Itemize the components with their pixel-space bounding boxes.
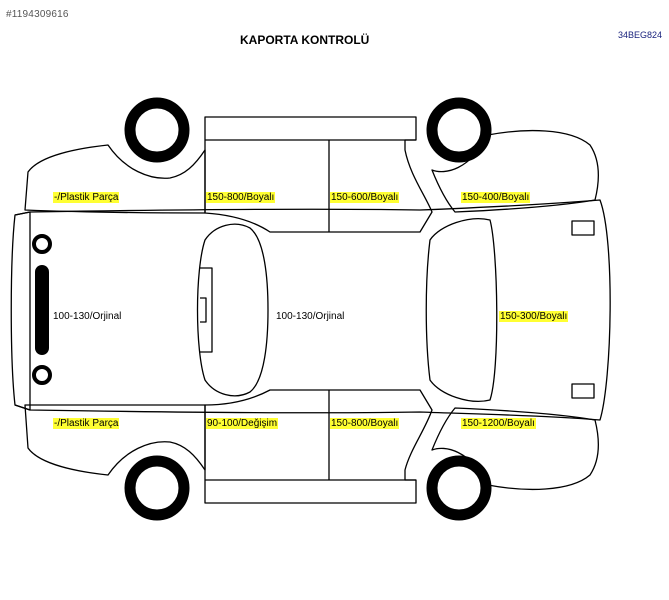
wheel-bottom-rear [432,461,486,515]
plate-number: 34BEG824 [618,30,663,40]
rear-light-top [572,221,594,235]
label-front-right-fender: -/Plastik Parça [54,418,119,429]
windshield-outline [198,224,269,396]
headlight-bottom [34,367,50,383]
front-bumper-outline [15,212,30,410]
bottom-door-panels-outline [205,390,432,503]
label-rear-left-door: 150-600/Boyalı [331,192,399,203]
wiper-outline [200,268,212,352]
wheel-bottom-front [130,461,184,515]
headlight-top [34,236,50,252]
page-title: KAPORTA KONTROLÜ [240,33,370,47]
wheel-top-front [130,103,184,157]
body-outline [11,200,610,420]
label-front-bumper-hood: 100-130/Orjinal [53,311,122,322]
rear-window-outline [426,219,497,402]
front-grille [35,265,49,355]
label-roof: 100-130/Orjinal [276,311,345,322]
label-front-right-door: 90-100/Değişim [207,418,278,429]
label-rear-left-fender: 150-400/Boyalı [462,192,530,203]
label-rear-right-door: 150-800/Boyalı [331,418,399,429]
wheel-top-rear [432,103,486,157]
rear-light-bottom [572,384,594,398]
label-rear-right-fender: 150-1200/Boyalı [462,418,535,429]
listing-id: #1194309616 [6,9,69,20]
top-door-panels-outline [205,117,432,232]
label-trunk: 150-300/Boyalı [500,311,568,322]
label-front-left-door: 150-800/Boyalı [207,192,275,203]
label-front-left-fender: -/Plastik Parça [54,192,119,203]
